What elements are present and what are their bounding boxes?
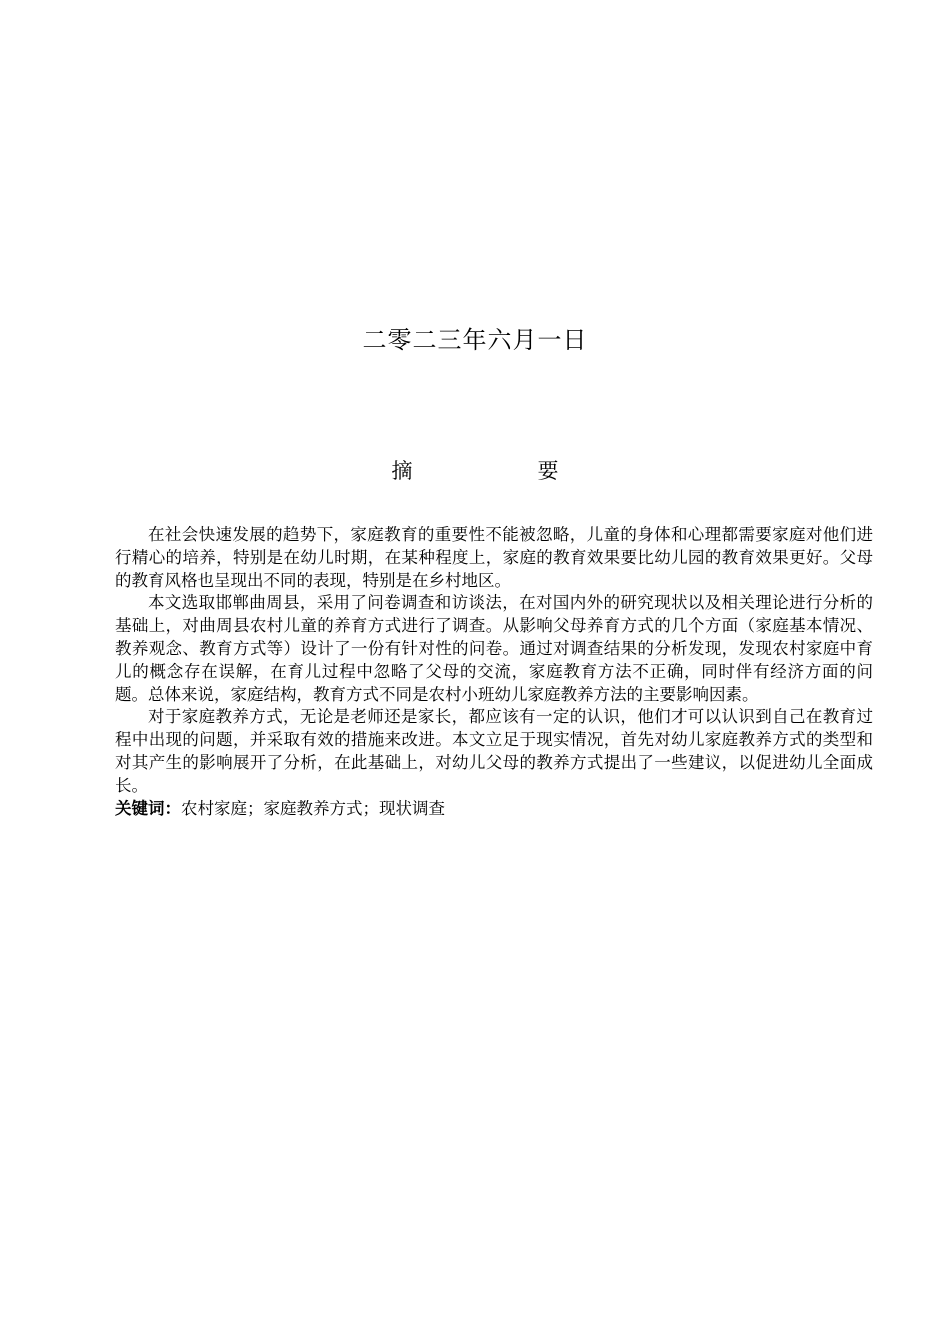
abstract-paragraph: 在社会快速发展的趋势下，家庭教育的重要性不能被忽略，儿童的身体和心理都需要家庭对他们进行精心的培养，特别是在幼儿时期，在某种程度上，家庭的教育效果要比幼儿园的教育效果更好。父母的教育风格也呈现出不同的表现，特别是在乡村地区。 [115, 525, 873, 590]
keywords-label: 关键词： [115, 798, 181, 818]
abstract-paragraph: 本文选取邯郸曲周县，采用了问卷调查和访谈法，在对国内外的研究现状以及相关理论进行分析的基础上，对曲周县农村儿童的养育方式进行了调查。从影响父母养育方式的几个方面（家庭基本情况、教养观念、教育方式等）设计了一份有针对性的问卷。通过对调查结果的分析发现，发现农村家庭中育儿的概念存在误解，在育儿过程中忽略了父母的交流，家庭教育方法不正确，同时伴有经济方面的问题。总体来说，家庭结构，教育方式不同是农村小班幼儿家庭教养方法的主要影响因素。 [115, 593, 873, 704]
abstract-heading: 摘 要 [391, 459, 611, 483]
keywords-line [115, 798, 873, 821]
abstract-body [115, 524, 873, 820]
abstract-paragraph: 对于家庭教养方式，无论是老师还是家长，都应该有一定的认识，他们才可以认识到自己在教育过程中出现的问题，并采取有效的措施来改进。本文立足于现实情况，首先对幼儿家庭教养方式的类型和对其产生的影响展开了分析，在此基础上，对幼儿父母的教养方式提出了一些建议，以促进幼儿全面成长。 [115, 707, 873, 795]
document-date: 二零二三年六月一日 [362, 326, 588, 354]
keywords-text: 农村家庭；家庭教养方式；现状调查 [181, 798, 445, 818]
